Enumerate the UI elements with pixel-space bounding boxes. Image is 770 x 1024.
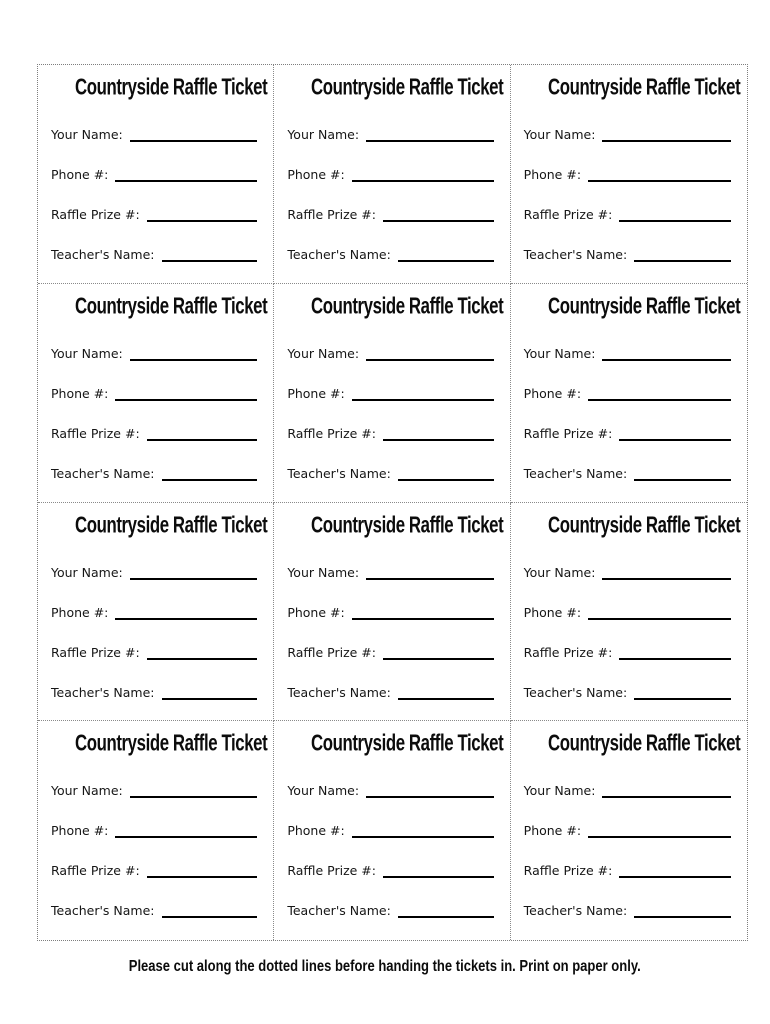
teachers-name-blank-line [634, 260, 731, 262]
raffle-prize-blank-line [383, 439, 494, 441]
field-your-name [51, 541, 260, 581]
raffle-prize-label: Raffle Prize #: [51, 425, 140, 441]
raffle-prize-label: Raffle Prize #: [523, 644, 613, 660]
raffle-ticket [274, 65, 510, 284]
field-phone [287, 362, 496, 402]
phone-label: Phone #: [51, 385, 109, 401]
phone-label: Phone #: [287, 604, 345, 620]
your-name-label: Your Name: [523, 783, 596, 799]
ticket-title-text: Countryside Raffle Ticket [547, 74, 740, 101]
field-your-name [51, 103, 260, 143]
field-your-name [287, 541, 496, 581]
teachers-name-blank-line [634, 916, 731, 918]
field-phone [287, 799, 496, 839]
raffle-ticket [511, 284, 747, 503]
phone-blank-line [115, 618, 257, 620]
phone-label: Phone #: [287, 385, 345, 401]
ticket-title [524, 74, 740, 101]
ticket-title [51, 512, 268, 539]
field-teachers-name [524, 661, 734, 701]
your-name-blank-line [130, 578, 258, 580]
raffle-prize-blank-line [147, 439, 258, 441]
teachers-name-label: Teacher's Name: [51, 684, 155, 700]
your-name-label: Your Name: [523, 127, 596, 142]
your-name-label: Your Name: [523, 345, 596, 361]
raffle-ticket [511, 503, 747, 722]
phone-blank-line [115, 180, 257, 182]
footer-instruction-text: Please cut along the dotted lines before handing the tickets in. Print on paper only. [129, 958, 641, 975]
teachers-name-label: Teacher's Name: [287, 247, 391, 262]
raffle-prize-blank-line [619, 439, 731, 441]
ticket-title-text: Countryside Raffle Ticket [311, 730, 504, 757]
your-name-blank-line [366, 578, 494, 580]
field-raffle-prize [287, 402, 496, 442]
ticket-title-text: Countryside Raffle Ticket [311, 293, 504, 320]
teachers-name-label: Teacher's Name: [523, 684, 628, 700]
phone-label: Phone #: [287, 167, 345, 182]
ticket-title-text: Countryside Raffle Ticket [547, 730, 740, 757]
phone-label: Phone #: [287, 823, 345, 839]
field-your-name [524, 541, 734, 581]
ticket-title [51, 74, 268, 101]
teachers-name-blank-line [162, 260, 258, 262]
ticket-title-text: Countryside Raffle Ticket [75, 730, 268, 757]
field-teachers-name [287, 661, 496, 701]
phone-label: Phone #: [523, 167, 582, 182]
your-name-blank-line [130, 796, 258, 798]
field-phone [524, 143, 734, 183]
raffle-prize-label: Raffle Prize #: [523, 863, 613, 879]
phone-blank-line [352, 399, 494, 401]
ticket-title [287, 512, 504, 539]
field-phone [524, 799, 734, 839]
your-name-label: Your Name: [523, 564, 596, 580]
phone-blank-line [115, 399, 257, 401]
raffle-prize-blank-line [383, 876, 494, 878]
raffle-ticket [38, 503, 274, 722]
phone-label: Phone #: [51, 604, 109, 620]
phone-label: Phone #: [523, 823, 582, 839]
phone-label: Phone #: [523, 604, 582, 620]
field-teachers-name [51, 442, 260, 482]
teachers-name-label: Teacher's Name: [287, 465, 391, 481]
raffle-prize-blank-line [383, 658, 494, 660]
field-your-name [287, 103, 496, 143]
field-raffle-prize [287, 183, 496, 223]
raffle-prize-blank-line [147, 658, 258, 660]
ticket-title [524, 293, 740, 320]
teachers-name-blank-line [634, 698, 731, 700]
your-name-blank-line [602, 359, 731, 361]
phone-label: Phone #: [51, 823, 109, 839]
field-raffle-prize [51, 621, 260, 661]
ticket-title [51, 730, 268, 757]
field-raffle-prize [524, 402, 734, 442]
raffle-prize-label: Raffle Prize #: [51, 644, 140, 660]
your-name-blank-line [366, 796, 494, 798]
teachers-name-blank-line [162, 479, 258, 481]
your-name-label: Your Name: [287, 345, 360, 361]
ticket-title [287, 74, 504, 101]
field-your-name [524, 759, 734, 799]
raffle-prize-blank-line [147, 876, 258, 878]
raffle-prize-blank-line [619, 658, 731, 660]
your-name-blank-line [602, 140, 731, 142]
field-your-name [287, 322, 496, 362]
teachers-name-blank-line [398, 260, 494, 262]
field-raffle-prize [51, 402, 260, 442]
raffle-prize-label: Raffle Prize #: [287, 207, 376, 222]
your-name-label: Your Name: [51, 345, 123, 361]
field-teachers-name [287, 223, 496, 263]
raffle-ticket [38, 721, 274, 940]
teachers-name-label: Teacher's Name: [51, 903, 155, 919]
teachers-name-label: Teacher's Name: [287, 903, 391, 919]
field-your-name [287, 759, 496, 799]
field-phone [51, 799, 260, 839]
field-teachers-name [51, 223, 260, 263]
your-name-label: Your Name: [287, 127, 360, 142]
ticket-grid [37, 64, 748, 941]
field-raffle-prize [51, 839, 260, 879]
ticket-title-text: Countryside Raffle Ticket [75, 293, 268, 320]
ticket-title [524, 512, 740, 539]
phone-blank-line [352, 180, 494, 182]
raffle-prize-label: Raffle Prize #: [51, 207, 140, 222]
field-your-name [524, 103, 734, 143]
phone-blank-line [588, 399, 731, 401]
phone-blank-line [352, 836, 494, 838]
field-phone [51, 581, 260, 621]
field-teachers-name [51, 661, 260, 701]
your-name-blank-line [602, 796, 731, 798]
raffle-ticket [511, 721, 747, 940]
your-name-label: Your Name: [51, 127, 123, 142]
your-name-blank-line [366, 140, 494, 142]
ticket-title-text: Countryside Raffle Ticket [311, 74, 504, 101]
your-name-label: Your Name: [287, 564, 360, 580]
field-phone [51, 143, 260, 183]
field-raffle-prize [287, 621, 496, 661]
field-raffle-prize [524, 621, 734, 661]
raffle-prize-label: Raffle Prize #: [287, 863, 376, 879]
field-phone [51, 362, 260, 402]
raffle-prize-blank-line [619, 220, 731, 222]
ticket-title [287, 730, 504, 757]
teachers-name-label: Teacher's Name: [51, 465, 155, 481]
teachers-name-label: Teacher's Name: [287, 684, 391, 700]
field-teachers-name [524, 442, 734, 482]
raffle-prize-blank-line [619, 876, 731, 878]
raffle-ticket [274, 721, 510, 940]
teachers-name-label: Teacher's Name: [523, 247, 628, 262]
phone-blank-line [352, 618, 494, 620]
field-raffle-prize [524, 839, 734, 879]
your-name-blank-line [130, 359, 258, 361]
your-name-label: Your Name: [51, 783, 123, 799]
field-phone [287, 143, 496, 183]
raffle-prize-label: Raffle Prize #: [523, 207, 613, 222]
teachers-name-blank-line [634, 479, 731, 481]
phone-label: Phone #: [523, 385, 582, 401]
ticket-title-text: Countryside Raffle Ticket [75, 512, 268, 538]
ticket-title [287, 293, 504, 320]
field-your-name [524, 322, 734, 362]
ticket-title-text: Countryside Raffle Ticket [547, 293, 740, 320]
field-teachers-name [287, 879, 496, 919]
your-name-label: Your Name: [51, 564, 123, 580]
teachers-name-blank-line [398, 916, 494, 918]
your-name-blank-line [130, 140, 258, 142]
teachers-name-blank-line [162, 916, 258, 918]
field-your-name [51, 322, 260, 362]
teachers-name-label: Teacher's Name: [523, 903, 628, 919]
raffle-ticket [274, 284, 510, 503]
teachers-name-label: Teacher's Name: [51, 247, 155, 262]
raffle-prize-blank-line [147, 220, 258, 222]
raffle-prize-label: Raffle Prize #: [523, 425, 613, 441]
teachers-name-blank-line [162, 698, 258, 700]
teachers-name-blank-line [398, 479, 494, 481]
ticket-title [51, 293, 268, 320]
your-name-blank-line [366, 359, 494, 361]
ticket-title-text: Countryside Raffle Ticket [75, 74, 268, 101]
field-your-name [51, 759, 260, 799]
your-name-blank-line [602, 578, 731, 580]
raffle-ticket [511, 65, 747, 284]
ticket-title-text: Countryside Raffle Ticket [547, 512, 740, 538]
your-name-label: Your Name: [287, 783, 360, 799]
raffle-prize-label: Raffle Prize #: [287, 644, 376, 660]
field-teachers-name [524, 223, 734, 263]
field-raffle-prize [287, 839, 496, 879]
phone-blank-line [588, 618, 731, 620]
phone-label: Phone #: [51, 167, 109, 182]
field-teachers-name [51, 879, 260, 919]
teachers-name-blank-line [398, 698, 494, 700]
field-phone [287, 581, 496, 621]
field-teachers-name [524, 879, 734, 919]
field-phone [524, 362, 734, 402]
ticket-title-text: Countryside Raffle Ticket [311, 512, 504, 538]
field-raffle-prize [524, 183, 734, 223]
raffle-prize-label: Raffle Prize #: [287, 425, 376, 441]
field-raffle-prize [51, 183, 260, 223]
phone-blank-line [115, 836, 257, 838]
field-teachers-name [287, 442, 496, 482]
teachers-name-label: Teacher's Name: [523, 465, 628, 481]
footer-instruction [0, 956, 770, 976]
raffle-ticket [274, 503, 510, 722]
raffle-ticket [38, 65, 274, 284]
phone-blank-line [588, 836, 731, 838]
field-phone [524, 581, 734, 621]
raffle-prize-blank-line [383, 220, 494, 222]
ticket-title [524, 730, 740, 757]
phone-blank-line [588, 180, 731, 182]
raffle-ticket [38, 284, 274, 503]
raffle-prize-label: Raffle Prize #: [51, 863, 140, 879]
